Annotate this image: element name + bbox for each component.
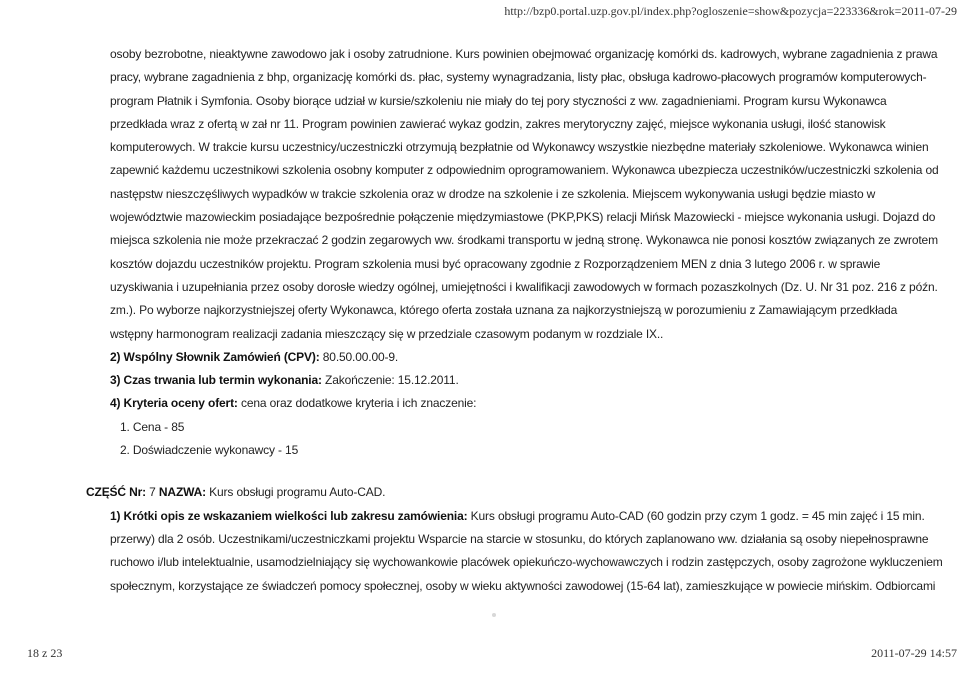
description-line: ruchowo i/lub intelektualnie, usamodzielniający się wychowankowie placówek opiekuńczo-wychowawczych i rodzin zastępczych, osoby zagrożone wykluczeniem [110,555,943,570]
print-datetime: 2011-07-29 14:57 [871,646,957,660]
criteria-item: 2. Doświadczenie wykonawcy - 15 [120,443,299,458]
paragraph-line: województwie mazowieckim posiadające bezpośrednie połączenie międzymiastowe (PKP,PKS) relacji Mińsk Mazowiecki - miejsce wykonania usługi. Dojazd do [110,210,936,225]
paragraph-line: zm.). Po wyborze najkorzystniejszej oferty Wykonawca, którego oferta została uznana za najkorzystniejszą w porozumieniu z Zamawiającym przedkłada [110,303,898,318]
paragraph-line: uzyskiwania i uzupełniania przez osoby dorosłe wiedzy ogólnej, umiejętności i kwalifikacji zawodowych w formach pozaszkolnych (Dz. U. Nr 31 poz. 216 z późn. [110,279,938,294]
criteria-value: cena oraz dodatkowe kryteria i ich znaczenie: [237,396,477,411]
paragraph-line: kosztów dojazdu uczestników projektu. Program szkolenia musi być opracowany zgodnie z Rozporządzeniem MEN z dnia 3 lutego 2006 r. w sprawie [110,256,881,271]
paragraph-line: następstw nieszczęśliwych wypadków w trakcie szkolenia oraz w drodze na szkolenie i ze szkolenia. Miejscem wykonywania usługi będzie miasto w [110,186,876,201]
description-line: przerwy) dla 2 osób. Uczestnikami/uczestniczkami projektu Wsparcie na starcie w stosunku, do których zaplanowano ww. działania są osoby niepełnosprawne [110,531,929,546]
paragraph-line: zapewnić każdemu uczestnikowi szkolenia osobny komputer z odpowiednim oprogramowaniem. Wykonawca ubezpiecza uczestników/uczestniczki szkolenia od [110,163,939,178]
duration-label: 3) Czas trwania lub termin wykonania: [110,373,322,388]
part-name: Kurs obsługi programu Auto-CAD. [206,485,386,500]
part-name-label: NAZWA: [158,485,206,500]
cpv-value: 80.50.00.00-9. [319,349,399,364]
description-line: społecznym, korzystające ze świadczeń pomocy społecznej, osoby w wieku aktywności zawodowej (15-64 lat), zamieszkujące w powiecie mińskim. Odbiorcami [110,578,936,593]
paragraph-line: osoby bezrobotne, nieaktywne zawodowo jak i osoby zatrudnione. Kurs powinien obejmować organizację komórki ds. kadrowych, wybrane zagadnienia z prawa [110,47,938,61]
paragraph-line: program Płatnik i Symfonia. Osoby biorące udział w kursie/szkoleniu nie miały do tej pory styczności z ww. zagadnieniami. Program kursu Wykonawca [110,93,887,108]
cpv-line [110,346,910,369]
paragraph-line: przedkłada wraz z ofertą w zał nr 11. Program powinien zawierać wykaz godzin, zakres merytoryczny zajęć, miejsce wykonania usługi, ilość stanowisk [110,116,886,131]
part-header [86,481,910,504]
criteria-item: 1. Cena - 85 [120,419,185,434]
description-first: Kurs obsługi programu Auto-CAD (60 godzin przy czym 1 godz. = 45 min zajęć i 15 min. [467,508,925,523]
paragraph-line: pracy, wybrane zagadnienia z bhp, organizację komórki ds. płac, systemy wynagradzania, listy płac, obsługa kadrowo-płacowych programów komputerowych- [110,70,927,85]
cpv-label: 2) Wspólny Słownik Zamówień (CPV): [110,349,320,364]
part-number-label: CZĘŚĆ Nr: [86,485,146,500]
scan-dot [492,613,496,617]
document-body [86,43,943,598]
paragraph-line: miejsca szkolenia nie może przekraczać 2 godzin zegarowych ww. środkami transportu w jedną stronę. Wykonawca nie ponosi kosztów związanych ze zwrotem [110,233,938,248]
page-url: http://bzp0.portal.uzp.gov.pl/index.php?ogloszenie=show&pozycja=223336&rok=2011-07-29 [504,4,957,18]
description-line [110,505,925,528]
description-label: 1) Krótki opis ze wskazaniem wielkości lub zakresu zamówienia: [110,508,468,523]
duration-line [110,369,910,392]
duration-value: Zakończenie: 15.12.2011. [321,373,459,388]
paragraph-line: wstępny harmonogram realizacji zadania mieszczący się w przedziale czasowym podanym w rozdziale IX.. [110,326,664,341]
paragraph-line: komputerowych. W trakcie kursu uczestnicy/uczestniczki otrzymują bezpłatnie od Wykonawcy wszystkie niezbędne materiały szkoleniowe. Wykonawca winien [110,140,929,155]
part-number: 7 [146,485,159,500]
page-counter: 18 z 23 [27,646,63,660]
criteria-line [110,392,910,415]
criteria-label: 4) Kryteria oceny ofert: [110,396,238,411]
